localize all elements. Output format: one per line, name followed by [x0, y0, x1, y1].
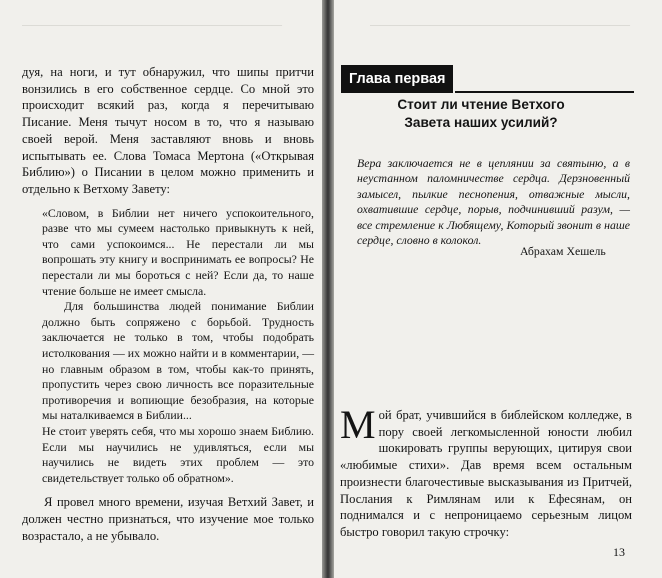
- block-quote: [42, 206, 314, 487]
- quote-paragraph: Не стоит уверять себя, что мы хорошо знаем Библию. Если мы научились не удивляться, если мы научились не видеть этих проблем — это свидетельствует только об обратном».: [42, 423, 314, 485]
- bleed-through-text: ——————————————————————————: [22, 20, 282, 31]
- bleed-through-text: ——————————————————————————: [370, 20, 630, 31]
- quote-paragraph: Для большинства людей понимание Библии должно быть сопряжено с борьбой. Трудность заключается не только в том, чтобы подобрать истолкования — их можно найти и в комментарии, — но главным образом в том, чтобы как-то принять, пропустить через свою личность все поразительные противоречия и вопиющие безобразия, на которые мы наталкиваемся в Библии...: [42, 299, 314, 423]
- epigraph: [357, 156, 630, 248]
- page-number: 13: [613, 545, 625, 559]
- epigraph-author: Абрахам Хешель: [520, 244, 606, 258]
- right-page-body: [340, 402, 632, 541]
- left-page-body: [22, 64, 314, 544]
- paragraph: дуя, на ноги, и тут обнаружил, что шипы притчи вонзились в его собственное сердце. Со мной это происходит всякий раз, когда я перечитываю Писание. Меня тычут носом в то, что я называю своей верой. Меня заставляют вновь и вновь испытывать ее. Слова Томаса Мертона («Открывая Библию») о Писании в целом можно применить и отдельно к Ветхому Завету:: [22, 65, 314, 196]
- paragraph-text: ой брат, учившийся в библейском колледже, в пору своей легкомысленной юности любил шокировать группы верующих, цитируя свои «любимые стихи». Дав время всем остальным произнести благочестивые высказывания из Притчей, Послания к Римлянам или к Ефесянам, он поднимался и с непроницаемо серьезным лицом быстро говорил такую строчку:: [340, 408, 632, 539]
- book-gutter: [322, 0, 334, 578]
- drop-cap: М: [340, 402, 376, 447]
- paragraph: Я провел много времени, изучая Ветхий Завет, и должен честно признаться, что изучение мое только возрастало, а не убывало.: [22, 495, 314, 543]
- epigraph-text: Вера заключается не в цеплянии за святыню, а в неустанном паломничестве сердца. Дерзновенный замысел, пылкие песнопения, отважные мысли, охватившие сердце, порыв, подчинивший разум, — все стремление к Любящему, Который звонит в наше сердце, словно в колокол.: [357, 156, 630, 248]
- chapter-label: Глава первая: [341, 65, 453, 93]
- paragraph: [340, 402, 632, 541]
- chapter-title: Стоит ли чтение Ветхого Завета наших усилий?: [397, 97, 565, 130]
- quote-paragraph: «Словом, в Библии нет ничего успокоительного, разве что мы сумеем настолько привыкнуть к ней, что сами успокоимся... Не перестали ли мы вопрошать эту книгу и воспринимать ее вопросы? Не перестали ли мы бороться с ней? Если да, то наше чтение больше не имеет смысла.: [42, 205, 314, 298]
- chapter-rule: [455, 91, 634, 93]
